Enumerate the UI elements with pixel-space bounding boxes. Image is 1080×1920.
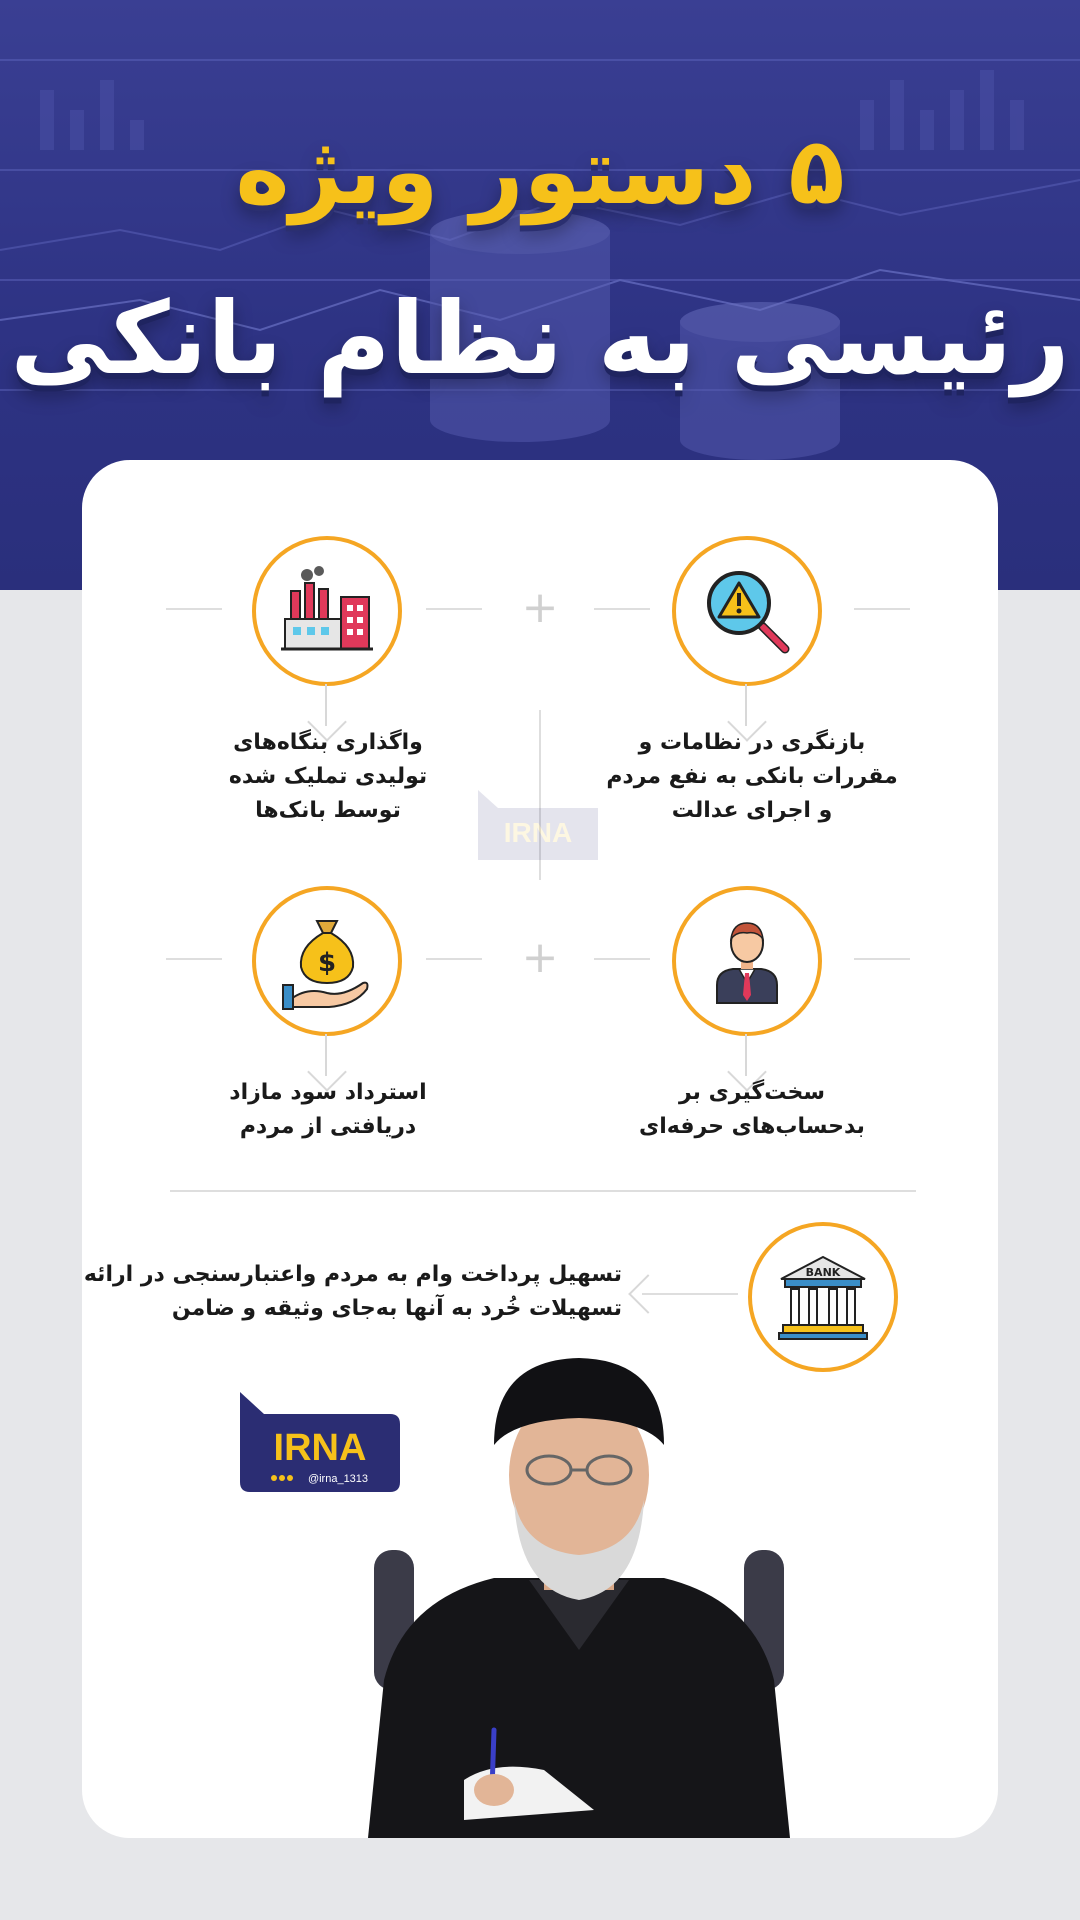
item-4-line-1: استرداد سود مازاد: [229, 1080, 427, 1105]
factory-icon-circle: [252, 536, 402, 686]
item-4-line-2: دریافتی از مردم: [239, 1114, 417, 1139]
item-label-2: [178, 726, 478, 828]
businessman-icon: [697, 911, 797, 1011]
money-bag-hand-icon-circle: [252, 886, 402, 1036]
plus-separator: +: [521, 582, 559, 633]
item-5-line-2: تسهیلات خُرد به آنها به‌جای وثیقه و ضامن: [171, 1296, 622, 1321]
item-2-line-2: تولیدی تملیک شده: [228, 764, 428, 789]
logo-handle-text: @irna_1313: [307, 1473, 369, 1485]
divider-line: [426, 608, 482, 610]
divider-line: [594, 608, 650, 610]
divider-line: [594, 958, 650, 960]
item-1-line-1: بازنگری در نظامات و: [638, 730, 866, 755]
item-3-line-1: سخت‌گیری بر: [678, 1080, 825, 1105]
factory-icon: [277, 561, 377, 661]
item-1-line-2: مقررات بانکی به نفع مردم: [606, 764, 898, 789]
svg-text:IRNA: IRNA: [503, 817, 573, 848]
svg-text:BANK: BANK: [805, 1266, 841, 1279]
main-title-line-1: ۵ دستور ویژه: [235, 118, 845, 225]
irna-watermark: [478, 790, 598, 860]
item-2-line-3: توسط بانک‌ها: [255, 798, 401, 823]
money-bag-hand-icon: [277, 911, 377, 1011]
divider-line: [854, 958, 910, 960]
divider-line: [166, 958, 222, 960]
item-label-1: [602, 726, 902, 828]
item-1-line-3: و اجرای عدالت: [671, 798, 833, 823]
item-label-5: [83, 1258, 622, 1326]
divider-line: [854, 608, 910, 610]
magnifier-warning-icon-circle: [672, 536, 822, 686]
main-title-line-2: رئیسی به نظام بانکی: [10, 280, 1070, 397]
item-5-line-1: تسهیل پرداخت وام به مردم واعتبارسنجی در ارائه: [83, 1262, 622, 1287]
divider-line: [426, 958, 482, 960]
logo-brand-text: IRNA: [273, 1427, 367, 1469]
svg-text:$: $: [317, 948, 337, 978]
section-divider: [170, 1190, 916, 1192]
content-card: [82, 460, 998, 1838]
item-2-line-1: واگذاری بنگاه‌های: [233, 730, 423, 755]
magnifier-warning-icon: [697, 561, 797, 661]
divider-line: [166, 608, 222, 610]
businessman-icon-circle: [672, 886, 822, 1036]
item-label-4: [178, 1076, 478, 1144]
item-3-line-2: بدحساب‌های حرفه‌ای: [639, 1114, 865, 1139]
left-chevron-icon: [628, 1274, 668, 1314]
item-label-3: [602, 1076, 902, 1144]
portrait-photo: [344, 1350, 814, 1838]
bank-icon: [773, 1247, 873, 1347]
plus-separator: +: [521, 932, 559, 983]
